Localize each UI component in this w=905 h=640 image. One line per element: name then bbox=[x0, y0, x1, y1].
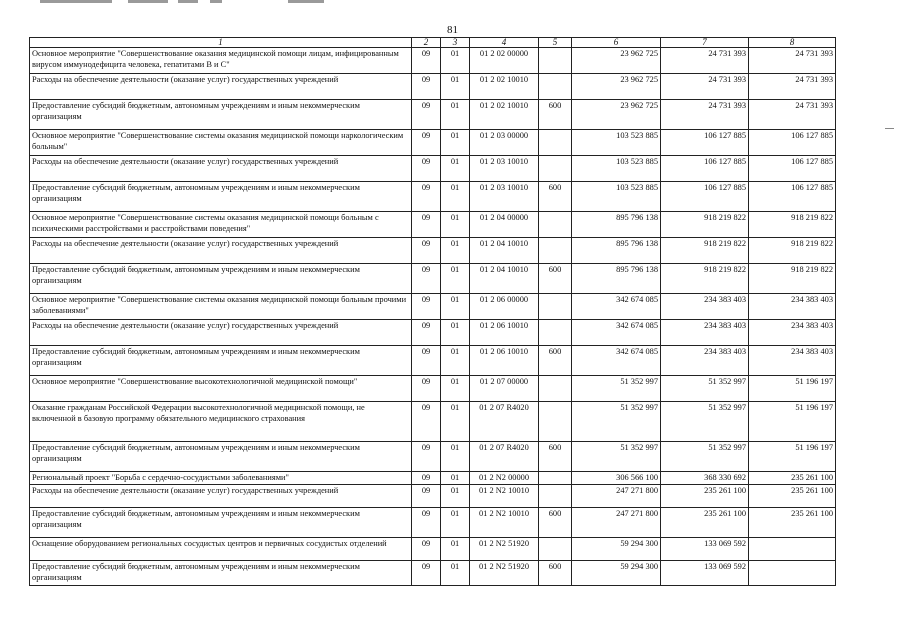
row-amount-2: 51 352 997 bbox=[661, 376, 749, 402]
row-amount-2: 24 731 393 bbox=[661, 74, 749, 100]
row-amount-3: 235 261 100 bbox=[749, 485, 836, 508]
row-target-article: 01 2 N2 10010 bbox=[470, 485, 539, 508]
row-section: 09 bbox=[412, 508, 441, 538]
row-target-article: 01 2 N2 51920 bbox=[470, 561, 539, 586]
table-row bbox=[30, 376, 836, 402]
table-row bbox=[30, 130, 836, 156]
row-amount-3: 918 219 822 bbox=[749, 264, 836, 294]
row-expense-type bbox=[539, 402, 572, 442]
table-row bbox=[30, 346, 836, 376]
row-expense-type: 600 bbox=[539, 264, 572, 294]
row-subsection: 01 bbox=[441, 294, 470, 320]
row-name: Расходы на обеспечение деятельности (оказание услуг) государственных учреждений bbox=[30, 238, 412, 264]
row-expense-type: 600 bbox=[539, 182, 572, 212]
row-section: 09 bbox=[412, 442, 441, 472]
row-section: 09 bbox=[412, 48, 441, 74]
row-expense-type: 600 bbox=[539, 100, 572, 130]
table-row bbox=[30, 561, 836, 586]
row-amount-2: 106 127 885 bbox=[661, 182, 749, 212]
row-expense-type bbox=[539, 320, 572, 346]
row-subsection: 01 bbox=[441, 376, 470, 402]
row-subsection: 01 bbox=[441, 561, 470, 586]
row-name: Оснащение оборудованием региональных сосудистых центров и первичных сосудистых отделений bbox=[30, 538, 412, 561]
row-amount-1: 895 796 138 bbox=[572, 264, 661, 294]
row-amount-3: 918 219 822 bbox=[749, 212, 836, 238]
row-name: Региональный проект "Борьба с сердечно-сосудистыми заболеваниями" bbox=[30, 472, 412, 485]
table-body bbox=[30, 38, 836, 586]
row-subsection: 01 bbox=[441, 442, 470, 472]
row-subsection: 01 bbox=[441, 212, 470, 238]
row-subsection: 01 bbox=[441, 264, 470, 294]
row-subsection: 01 bbox=[441, 48, 470, 74]
row-amount-1: 51 352 997 bbox=[572, 376, 661, 402]
row-amount-1: 342 674 085 bbox=[572, 294, 661, 320]
row-amount-3: 24 731 393 bbox=[749, 100, 836, 130]
row-name: Основное мероприятие "Совершенствование системы оказания медицинской помощи наркологическим больным" bbox=[30, 130, 412, 156]
row-amount-3: 234 383 403 bbox=[749, 346, 836, 376]
row-amount-2: 24 731 393 bbox=[661, 100, 749, 130]
row-name: Предоставление субсидий бюджетным, автономным учреждениям и иным некоммерческим организациям bbox=[30, 508, 412, 538]
row-expense-type: 600 bbox=[539, 561, 572, 586]
row-amount-3: 106 127 885 bbox=[749, 182, 836, 212]
row-section: 09 bbox=[412, 346, 441, 376]
row-amount-3: 106 127 885 bbox=[749, 130, 836, 156]
row-amount-2: 235 261 100 bbox=[661, 508, 749, 538]
row-target-article: 01 2 06 10010 bbox=[470, 346, 539, 376]
row-target-article: 01 2 06 10010 bbox=[470, 320, 539, 346]
row-section: 09 bbox=[412, 376, 441, 402]
row-amount-3: 234 383 403 bbox=[749, 320, 836, 346]
row-expense-type bbox=[539, 130, 572, 156]
table-row bbox=[30, 472, 836, 485]
budget-table bbox=[29, 37, 836, 586]
table-row bbox=[30, 485, 836, 508]
row-section: 09 bbox=[412, 472, 441, 485]
row-amount-3: 51 196 197 bbox=[749, 442, 836, 472]
table-row bbox=[30, 182, 836, 212]
row-target-article: 01 2 03 10010 bbox=[470, 156, 539, 182]
row-amount-1: 103 523 885 bbox=[572, 156, 661, 182]
row-subsection: 01 bbox=[441, 346, 470, 376]
row-amount-1: 59 294 300 bbox=[572, 561, 661, 586]
row-amount-1: 342 674 085 bbox=[572, 320, 661, 346]
row-section: 09 bbox=[412, 156, 441, 182]
row-amount-3: 24 731 393 bbox=[749, 48, 836, 74]
row-name: Оказание гражданам Российской Федерации высокотехнологичной медицинской помощи, не включенной в базовую программу обязательного медицинского страхования bbox=[30, 402, 412, 442]
row-section: 09 bbox=[412, 402, 441, 442]
row-expense-type bbox=[539, 294, 572, 320]
row-amount-3: 235 261 100 bbox=[749, 472, 836, 485]
row-name: Предоставление субсидий бюджетным, автономным учреждениям и иным некоммерческим организациям bbox=[30, 264, 412, 294]
row-amount-1: 342 674 085 bbox=[572, 346, 661, 376]
row-name: Предоставление субсидий бюджетным, автономным учреждениям и иным некоммерческим организациям bbox=[30, 561, 412, 586]
row-amount-1: 895 796 138 bbox=[572, 212, 661, 238]
row-section: 09 bbox=[412, 74, 441, 100]
row-expense-type: 600 bbox=[539, 442, 572, 472]
table-row bbox=[30, 442, 836, 472]
row-expense-type bbox=[539, 485, 572, 508]
row-subsection: 01 bbox=[441, 182, 470, 212]
row-subsection: 01 bbox=[441, 100, 470, 130]
row-target-article: 01 2 03 10010 bbox=[470, 182, 539, 212]
row-amount-3: 51 196 197 bbox=[749, 376, 836, 402]
row-amount-1: 103 523 885 bbox=[572, 182, 661, 212]
row-subsection: 01 bbox=[441, 538, 470, 561]
table-row bbox=[30, 508, 836, 538]
row-expense-type bbox=[539, 538, 572, 561]
row-section: 09 bbox=[412, 561, 441, 586]
header-cell: 8 bbox=[749, 38, 836, 48]
row-amount-2: 918 219 822 bbox=[661, 212, 749, 238]
row-expense-type bbox=[539, 156, 572, 182]
row-amount-1: 103 523 885 bbox=[572, 130, 661, 156]
row-amount-2: 234 383 403 bbox=[661, 320, 749, 346]
row-amount-3: 235 261 100 bbox=[749, 508, 836, 538]
row-amount-2: 106 127 885 bbox=[661, 130, 749, 156]
row-name: Расходы на обеспечение деятельности (оказание услуг) государственных учреждений bbox=[30, 320, 412, 346]
table-row bbox=[30, 74, 836, 100]
row-target-article: 01 2 02 00000 bbox=[470, 48, 539, 74]
row-target-article: 01 2 02 10010 bbox=[470, 74, 539, 100]
row-amount-2: 106 127 885 bbox=[661, 156, 749, 182]
row-subsection: 01 bbox=[441, 320, 470, 346]
row-amount-1: 306 566 100 bbox=[572, 472, 661, 485]
header-cell: 3 bbox=[441, 38, 470, 48]
row-amount-1: 247 271 800 bbox=[572, 508, 661, 538]
row-amount-2: 234 383 403 bbox=[661, 294, 749, 320]
header-cell: 1 bbox=[30, 38, 412, 48]
row-target-article: 01 2 04 10010 bbox=[470, 264, 539, 294]
row-subsection: 01 bbox=[441, 238, 470, 264]
row-amount-2: 918 219 822 bbox=[661, 264, 749, 294]
row-section: 09 bbox=[412, 320, 441, 346]
row-target-article: 01 2 N2 51920 bbox=[470, 538, 539, 561]
row-amount-3: 51 196 197 bbox=[749, 402, 836, 442]
row-name: Основное мероприятие "Совершенствование высокотехнологичной медицинской помощи" bbox=[30, 376, 412, 402]
row-expense-type: 600 bbox=[539, 508, 572, 538]
row-target-article: 01 2 07 R4020 bbox=[470, 402, 539, 442]
row-amount-1: 23 962 725 bbox=[572, 48, 661, 74]
row-amount-1: 23 962 725 bbox=[572, 100, 661, 130]
row-amount-1: 247 271 800 bbox=[572, 485, 661, 508]
row-section: 09 bbox=[412, 238, 441, 264]
row-target-article: 01 2 04 00000 bbox=[470, 212, 539, 238]
row-subsection: 01 bbox=[441, 156, 470, 182]
row-amount-2: 368 330 692 bbox=[661, 472, 749, 485]
row-amount-3 bbox=[749, 538, 836, 561]
row-target-article: 01 2 07 00000 bbox=[470, 376, 539, 402]
row-subsection: 01 bbox=[441, 508, 470, 538]
row-amount-3: 24 731 393 bbox=[749, 74, 836, 100]
row-subsection: 01 bbox=[441, 130, 470, 156]
header-cell: 5 bbox=[539, 38, 572, 48]
row-amount-2: 234 383 403 bbox=[661, 346, 749, 376]
table-row bbox=[30, 402, 836, 442]
row-subsection: 01 bbox=[441, 485, 470, 508]
row-section: 09 bbox=[412, 264, 441, 294]
table-row bbox=[30, 238, 836, 264]
row-target-article: 01 2 N2 10010 bbox=[470, 508, 539, 538]
table-row bbox=[30, 538, 836, 561]
row-amount-2: 51 352 997 bbox=[661, 442, 749, 472]
row-section: 09 bbox=[412, 294, 441, 320]
row-target-article: 01 2 06 00000 bbox=[470, 294, 539, 320]
table-row bbox=[30, 48, 836, 74]
row-section: 09 bbox=[412, 182, 441, 212]
row-amount-1: 59 294 300 bbox=[572, 538, 661, 561]
row-name: Предоставление субсидий бюджетным, автономным учреждениям и иным некоммерческим организациям bbox=[30, 182, 412, 212]
row-expense-type bbox=[539, 472, 572, 485]
row-amount-3: 234 383 403 bbox=[749, 294, 836, 320]
row-name: Предоставление субсидий бюджетным, автономным учреждениям и иным некоммерческим организациям bbox=[30, 442, 412, 472]
row-target-article: 01 2 07 R4020 bbox=[470, 442, 539, 472]
row-subsection: 01 bbox=[441, 74, 470, 100]
table-row bbox=[30, 100, 836, 130]
table-row bbox=[30, 156, 836, 182]
row-amount-2: 24 731 393 bbox=[661, 48, 749, 74]
row-amount-2: 133 069 592 bbox=[661, 561, 749, 586]
header-cell: 2 bbox=[412, 38, 441, 48]
row-subsection: 01 bbox=[441, 472, 470, 485]
row-name: Расходы на обеспечение деятельности (оказание услуг) государственных учреждений bbox=[30, 485, 412, 508]
row-amount-1: 51 352 997 bbox=[572, 442, 661, 472]
row-section: 09 bbox=[412, 130, 441, 156]
header-cell: 6 bbox=[572, 38, 661, 48]
table-row bbox=[30, 212, 836, 238]
row-target-article: 01 2 02 10010 bbox=[470, 100, 539, 130]
row-expense-type bbox=[539, 48, 572, 74]
row-name: Основное мероприятие "Совершенствование оказания медицинской помощи лицам, инфицированным вирусом иммунодефицита человека, гепатитами В и С" bbox=[30, 48, 412, 74]
page-number: 81 bbox=[447, 24, 458, 36]
row-amount-2: 51 352 997 bbox=[661, 402, 749, 442]
row-section: 09 bbox=[412, 100, 441, 130]
header-cell: 7 bbox=[661, 38, 749, 48]
row-section: 09 bbox=[412, 485, 441, 508]
row-amount-2: 235 261 100 bbox=[661, 485, 749, 508]
row-expense-type bbox=[539, 238, 572, 264]
row-name: Предоставление субсидий бюджетным, автономным учреждениям и иным некоммерческим организациям bbox=[30, 346, 412, 376]
edge-mark bbox=[885, 128, 894, 129]
row-name: Расходы на обеспечение деятельности (оказание услуг) государственных учреждений bbox=[30, 74, 412, 100]
row-subsection: 01 bbox=[441, 402, 470, 442]
row-amount-2: 133 069 592 bbox=[661, 538, 749, 561]
row-amount-3: 918 219 822 bbox=[749, 238, 836, 264]
row-amount-3 bbox=[749, 561, 836, 586]
row-amount-1: 51 352 997 bbox=[572, 402, 661, 442]
row-amount-3: 106 127 885 bbox=[749, 156, 836, 182]
row-expense-type bbox=[539, 212, 572, 238]
table-row bbox=[30, 320, 836, 346]
row-expense-type bbox=[539, 74, 572, 100]
header-cell: 4 bbox=[470, 38, 539, 48]
row-section: 09 bbox=[412, 538, 441, 561]
row-target-article: 01 2 03 00000 bbox=[470, 130, 539, 156]
row-name: Расходы на обеспечение деятельности (оказание услуг) государственных учреждений bbox=[30, 156, 412, 182]
row-expense-type: 600 bbox=[539, 346, 572, 376]
row-target-article: 01 2 N2 00000 bbox=[470, 472, 539, 485]
table-row bbox=[30, 264, 836, 294]
row-amount-1: 895 796 138 bbox=[572, 238, 661, 264]
table-row bbox=[30, 294, 836, 320]
row-name: Основное мероприятие "Совершенствование системы оказания медицинской помощи больным с психическими расстройствами и расстройствами поведения" bbox=[30, 212, 412, 238]
scan-artifact-top bbox=[40, 0, 350, 4]
row-target-article: 01 2 04 10010 bbox=[470, 238, 539, 264]
row-name: Предоставление субсидий бюджетным, автономным учреждениям и иным некоммерческим организациям bbox=[30, 100, 412, 130]
row-amount-2: 918 219 822 bbox=[661, 238, 749, 264]
row-section: 09 bbox=[412, 212, 441, 238]
row-amount-1: 23 962 725 bbox=[572, 74, 661, 100]
row-expense-type bbox=[539, 376, 572, 402]
header-row bbox=[30, 38, 836, 48]
row-name: Основное мероприятие "Совершенствование системы оказания медицинской помощи больным прочими заболеваниями" bbox=[30, 294, 412, 320]
